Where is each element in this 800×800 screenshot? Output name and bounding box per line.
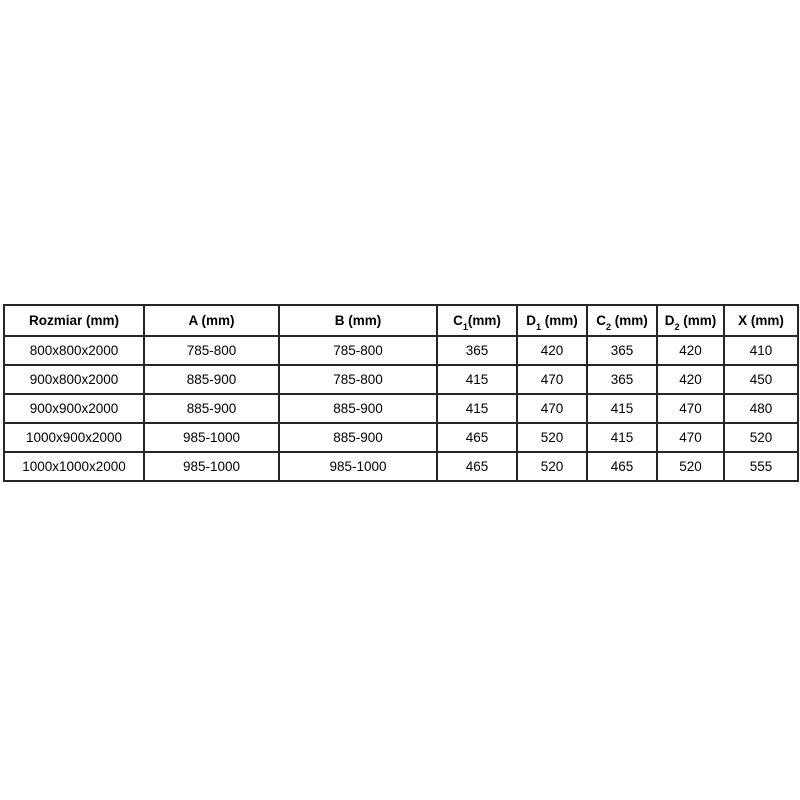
table-cell: 450 xyxy=(724,365,798,394)
table-cell: 480 xyxy=(724,394,798,423)
table-cell: 985-1000 xyxy=(144,423,279,452)
table-cell: 415 xyxy=(587,394,657,423)
table-row xyxy=(4,365,798,394)
column-header-c2: $C_2$ (mm) xyxy=(587,305,657,336)
table-cell: 1000x900x2000 xyxy=(4,423,144,452)
table-cell: 415 xyxy=(437,365,517,394)
table-cell: 365 xyxy=(437,336,517,365)
table-cell: 410 xyxy=(724,336,798,365)
table-cell: 555 xyxy=(724,452,798,481)
table-cell: 985-1000 xyxy=(279,452,437,481)
column-header-b: B (mm) xyxy=(279,305,437,336)
table-cell: 470 xyxy=(657,423,724,452)
table-row xyxy=(4,423,798,452)
table-cell: 470 xyxy=(517,394,587,423)
table-cell: 900x900x2000 xyxy=(4,394,144,423)
table-cell: 420 xyxy=(657,365,724,394)
dimensions-spec-table xyxy=(3,304,799,482)
column-header-c1: $C_1(mm)$ xyxy=(437,305,517,336)
table-cell: 1000x1000x2000 xyxy=(4,452,144,481)
table-cell: 365 xyxy=(587,336,657,365)
table-cell: 785-800 xyxy=(144,336,279,365)
table-cell: 520 xyxy=(724,423,798,452)
table-cell: 465 xyxy=(587,452,657,481)
table-header xyxy=(4,305,798,336)
table-row xyxy=(4,336,798,365)
table-cell: 465 xyxy=(437,423,517,452)
table-cell: 420 xyxy=(657,336,724,365)
table-row xyxy=(4,452,798,481)
dimensions-table-wrapper xyxy=(3,304,797,482)
table-row xyxy=(4,394,798,423)
table-cell: 900x800x2000 xyxy=(4,365,144,394)
table-cell: 365 xyxy=(587,365,657,394)
table-cell: 985-1000 xyxy=(144,452,279,481)
table-cell: 470 xyxy=(517,365,587,394)
table-cell: 520 xyxy=(657,452,724,481)
table-cell: 415 xyxy=(587,423,657,452)
table-cell: 885-900 xyxy=(279,423,437,452)
table-cell: 885-900 xyxy=(279,394,437,423)
table-body xyxy=(4,336,798,481)
table-cell: 885-900 xyxy=(144,365,279,394)
column-header-d1: $D_1$ (mm) xyxy=(517,305,587,336)
column-header-a: A (mm) xyxy=(144,305,279,336)
column-header-rozmiar: Rozmiar (mm) xyxy=(4,305,144,336)
table-cell: 785-800 xyxy=(279,336,437,365)
table-cell: 465 xyxy=(437,452,517,481)
column-header-x: X (mm) xyxy=(724,305,798,336)
table-cell: 520 xyxy=(517,452,587,481)
table-cell: 470 xyxy=(657,394,724,423)
table-cell: 415 xyxy=(437,394,517,423)
column-header-d2: $D_2$ (mm) xyxy=(657,305,724,336)
table-cell: 885-900 xyxy=(144,394,279,423)
table-cell: 520 xyxy=(517,423,587,452)
table-cell: 800x800x2000 xyxy=(4,336,144,365)
header-row xyxy=(4,305,798,336)
table-cell: 785-800 xyxy=(279,365,437,394)
table-cell: 420 xyxy=(517,336,587,365)
